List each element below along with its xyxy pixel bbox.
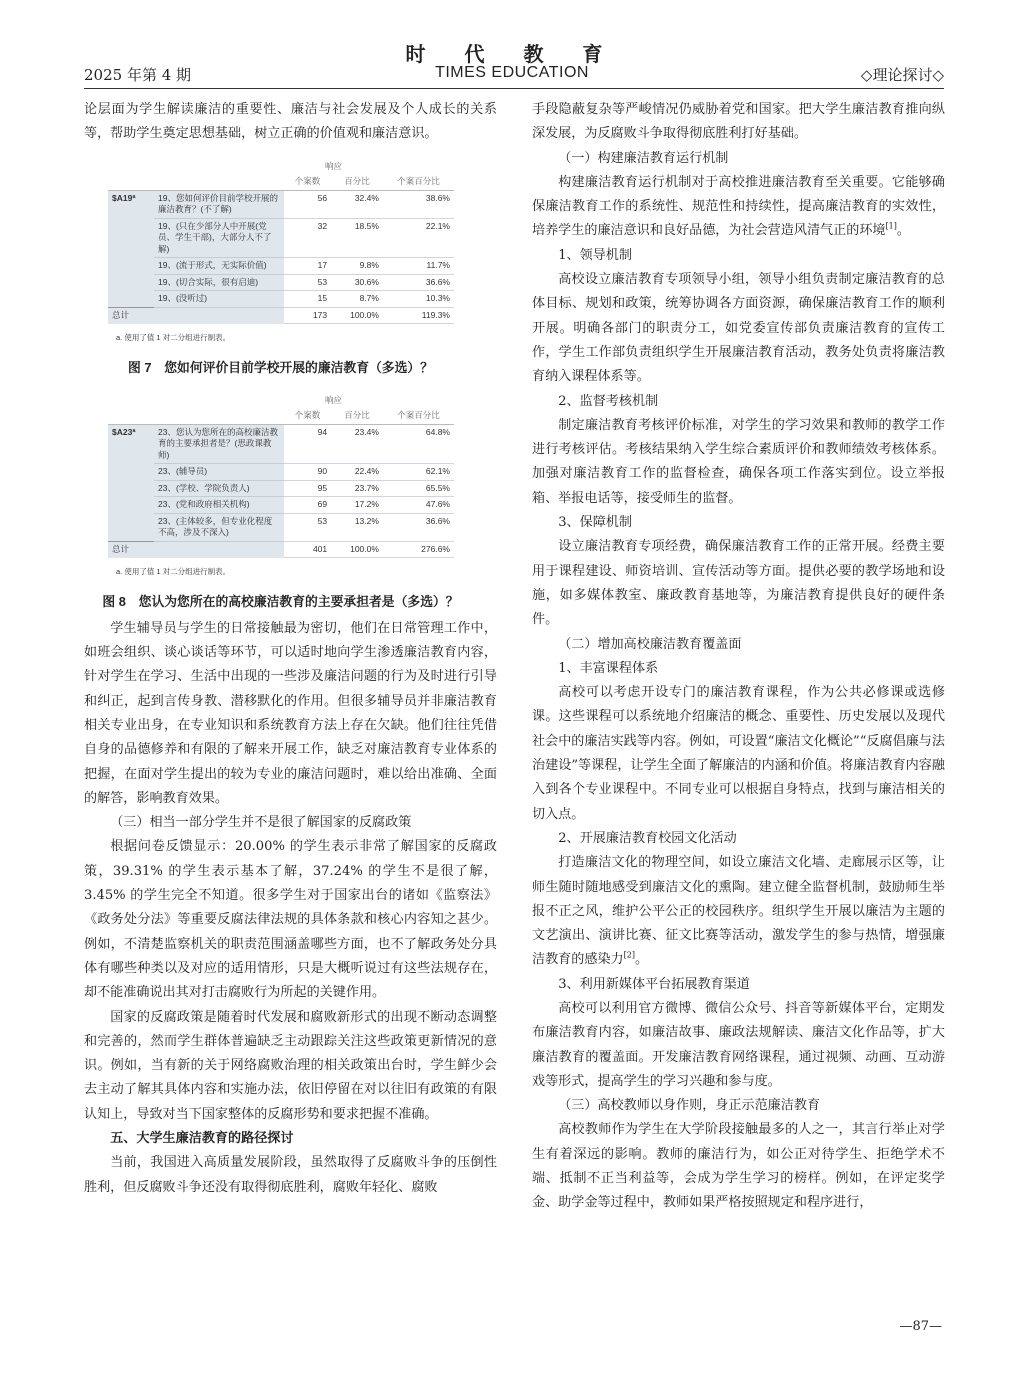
col-header: 个案百分比 [383,174,454,190]
cell-case-percent: 47.6% [383,497,454,514]
cell-percent: 9.8% [331,258,383,275]
paragraph: 高校教师作为学生在大学阶段接触最多的人之一，其言行举止对学生有着深远的影响。教师的廉洁行为，如公正对待学生、拒绝学术不端、抵制不正当利益等，会成为学生学习的榜样。例如，在评定奖学金、助学金等过程中，教师如果严格按照规定和程序进行， [532,1122,945,1211]
cell-percent: 18.5% [331,218,383,258]
paragraph: 高校可以考虑开设专门的廉洁教育课程，作为公共必修课或选修课。这些课程可以系统地介绍廉洁的概念、重要性、历史发展以及现代社会中的廉洁实践等内容。例如，可设置“廉洁文化概论”“反腐倡廉与法治建设”等课程，让学生全面了解廉洁的内涵和价值。将廉洁教育内容融入到各个专业课程中。不同专业可以根据自身特点，找到与廉洁相关的切入点。 [532,685,945,822]
total-case-percent: 276.6% [383,541,454,558]
table-row [108,190,454,218]
table-row [108,497,454,514]
paragraph: 高校可以利用官方微博、微信公众号、抖音等新媒体平台，定期发布廉洁教育内容，如廉洁故事、廉政法规解读、廉洁文化作品等，扩大廉洁教育的覆盖面。开发廉洁教育网络课程，通过视频、动画、互动游戏等形式，提高学生的学习兴趣和参与度。 [532,1000,945,1089]
paragraph [532,171,945,244]
paragraph: 论层面为学生解读廉洁的重要性、廉洁与社会发展及个人成长的关系等，帮助学生奠定思想基础，树立正确的价值观和廉洁意识。 [84,102,497,142]
table-row [108,480,454,497]
total-label: 总计 [108,541,284,558]
cell-count: 56 [284,190,331,218]
cell-case-percent: 36.6% [383,513,454,541]
row-label: 19、您如何评价目前学校开展的廉洁教育？(不了解) [154,190,284,218]
total-row [108,541,454,558]
cell-case-percent: 62.1% [383,464,454,481]
cell-case-percent: 65.5% [383,480,454,497]
total-percent: 100.0% [331,307,383,324]
journal-title-cn: 时 代 教 育 [405,42,619,66]
cell-case-percent: 10.3% [383,291,454,308]
paragraph: 设立廉洁教育专项经费，确保廉洁教育工作的正常开展。经费主要用于课程建设、师资培训、宣传活动等方面。提供必要的教学场地和设施，如多媒体教室、廉政教育基地等，为廉洁教育提供良好的硬件条件。 [532,539,945,628]
paragraph: 国家的反腐政策是随着时代发展和腐败新形式的出现不断动态调整和完善的，然而学生群体普遍缺乏主动跟踪关注这些政策更新情况的意识。例如，当有新的关于网络腐败治理的相关政策出台时，学生鲜少会去主动了解其具体内容和实施办法，依旧停留在对以往旧有政策的有限认知上，导致对当下国家整体的反腐形势和要求把握不准确。 [84,1009,497,1122]
citation-ref: [1] [885,222,897,232]
subsection-heading: （一）构建廉洁教育运行机制 [558,150,729,166]
figure-7-table [108,159,454,351]
table-row [108,464,454,481]
col-header: 个案数 [284,174,331,190]
total-label: 总计 [108,307,284,324]
subheading: 3、保障机制 [558,515,632,531]
cell-count: 32 [284,218,331,258]
paragraph-text: 构建廉洁教育运行机制对于高校推进廉洁教育至关重要。它能够确保廉洁教育工作的系统性、规范性和持续性，提高廉洁教育的实效性，培养学生的廉洁意识和良好品德，为社会营造风清气正的环境 [532,174,945,239]
citation-ref: [2] [623,951,635,961]
figure-8-caption: 图 8 您认为您所在的高校廉洁教育的主要承担者是（多选）？ [102,594,459,610]
cell-percent: 8.7% [331,291,383,308]
table-row [108,291,454,308]
cell-count: 69 [284,497,331,514]
cell-count: 15 [284,291,331,308]
paragraph: 根据问卷反馈显示：20.00% 的学生表示非常了解国家的反腐政策，39.31% 的学生表示基本了解，37.24% 的学生不是很了解，3.45% 的学生完全不知道。很多学生对于国家出台的诸如《监察法》《政务处分法》等重要反腐法律法规的具体条款和核心内容知之甚少。例如，不清楚监察机关的职责范围涵盖哪些方面，也不了解政务处分具体有哪些种类以及对应的适用情形，只是大概听说过有这些法规存在，却不能准确说出其对打击腐败行为所起的关键作用。 [84,839,497,1001]
header-group: 响应 [324,160,342,171]
col-header: 百分比 [331,408,383,424]
cell-case-percent: 36.6% [383,274,454,291]
header-group: 响应 [324,394,342,405]
col-header: 百分比 [331,174,383,190]
row-label: 19、(没听过) [154,291,284,308]
cell-case-percent: 22.1% [383,218,454,258]
variable-name: $A19ª [108,190,154,307]
row-label: 23、(党和政府相关机构) [154,497,284,514]
cell-percent: 23.7% [331,480,383,497]
section-heading: 五、大学生廉洁教育的路径探讨 [110,1131,294,1147]
page-number: —87— [899,1319,942,1334]
row-label: 23、(主体较多，但专业化程度不高，涉及不深入) [154,513,284,541]
row-label: 23、您认为您所在的高校廉洁教育的主要承担者是？(思政课教师) [154,424,284,464]
row-label: 19、(流于形式，无实际价值) [154,258,284,275]
paragraph: 手段隐蔽复杂等严峻情况仍威胁着党和国家。把大学生廉洁教育推向纵深发展，为反腐败斗争取得彻底胜利打好基础。 [532,102,945,142]
subheading: 1、丰富课程体系 [558,660,659,676]
cell-count: 53 [284,274,331,291]
header-rule [84,88,944,89]
table-row [108,258,454,275]
stats-table [108,159,454,325]
table-footnote: a. 使用了值 1 对二分组进行制表。 [116,333,231,343]
cell-percent: 13.2% [331,513,383,541]
col-header: 个案数 [284,408,331,424]
subheading: 2、监督考核机制 [558,393,659,409]
row-label: 19、(只在少部分人中开展(党员、学生干部)，大部分人不了解) [154,218,284,258]
paragraph: 制定廉洁教育考核评价标准，对学生的学习效果和教师的教学工作进行考核评估。考核结果纳入学生综合素质评价和教师绩效考核体系。加强对廉洁教育工作的监督检查，确保各项工作落实到位。设立举报箱、举报电话等，接受师生的监督。 [532,417,945,506]
cell-percent: 22.4% [331,464,383,481]
cell-case-percent: 38.6% [383,190,454,218]
variable-name: $A23ª [108,424,154,541]
cell-percent: 32.4% [331,190,383,218]
row-label: 23、(学校、学院负责人) [154,480,284,497]
cell-percent: 23.4% [331,424,383,464]
cell-count: 17 [284,258,331,275]
figure-8-table [108,393,454,585]
table-row [108,218,454,258]
cell-count: 90 [284,464,331,481]
total-count: 173 [284,307,331,324]
row-label: 23、(辅导员) [154,464,284,481]
right-column [532,98,945,1216]
subsection-heading: （二）增加高校廉洁教育覆盖面 [558,636,742,652]
cell-percent: 30.6% [331,274,383,291]
paragraph-text: 。 [635,952,649,968]
col-header: 个案百分比 [383,408,454,424]
subheading: 3、利用新媒体平台拓展教育渠道 [558,976,750,992]
total-case-percent: 119.3% [383,307,454,324]
subsection-heading: （三）高校教师以身作则，身正示范廉洁教育 [558,1098,821,1114]
paragraph-text: 。 [896,223,910,239]
header-issue: 2025 年第 4 期 [84,66,192,84]
cell-percent: 17.2% [331,497,383,514]
cell-count: 53 [284,513,331,541]
total-row [108,307,454,324]
cell-count: 95 [284,480,331,497]
total-count: 401 [284,541,331,558]
table-footnote: a. 使用了值 1 对二分组进行制表。 [116,567,231,577]
subsection-heading: （三）相当一部分学生并不是很了解国家的反腐政策 [110,815,412,831]
stats-table [108,393,454,559]
total-percent: 100.0% [331,541,383,558]
paragraph [532,851,945,972]
table-row [108,424,454,464]
subheading: 1、领导机制 [558,247,632,263]
cell-case-percent: 11.7% [383,258,454,275]
paragraph: 当前，我国进入高质量发展阶段，虽然取得了反腐败斗争的压倒性胜利，但反腐败斗争还没有取得彻底胜利，腐败年轻化、腐败 [84,1155,497,1195]
paragraph: 学生辅导员与学生的日常接触最为密切，他们在日常管理工作中，如班会组织、谈心谈话等环节，可以适时地向学生渗透廉洁教育内容，针对学生在学习、生活中出现的一些涉及廉洁问题的行为及时进行引导和纠正，起到言传身教、潜移默化的作用。但很多辅导员并非廉洁教育相关专业出身，在专业知识和系统教育方法上存在欠缺。他们往往凭借自身的品德修养和有限的了解来开展工作，缺乏对廉洁教育专业体系的把握，在面对学生提出的较为专业的廉洁问题时，难以给出准确、全面的解答，影响教育效果。 [84,620,497,806]
table-row [108,513,454,541]
figure-7-caption: 图 7 您如何评价目前学校开展的廉洁教育（多选）？ [127,360,433,376]
paragraph: 高校设立廉洁教育专项领导小组，领导小组负责制定廉洁教育的总体目标、规划和政策，统筹协调各方面资源，确保廉洁教育工作的顺利开展。明确各部门的职责分工，如党委宣传部负责廉洁教育的宣传工作，学生工作部负责组织学生开展廉洁教育活动，教务处负责将廉洁教育纳入课程体系等。 [532,272,945,385]
table-row [108,274,454,291]
cell-case-percent: 64.8% [383,424,454,464]
section-label: ◇理论探讨◇ [860,66,944,84]
row-label: 19、(切合实际，很有启迪) [154,274,284,291]
subheading: 2、开展廉洁教育校园文化活动 [558,830,737,846]
journal-title-en: TIMES EDUCATION [435,64,589,81]
paragraph-text: 打造廉洁文化的物理空间，如设立廉洁文化墙、走廊展示区等，让师生随时随地感受到廉洁文化的熏陶。建立健全监督机制，鼓励师生举报不正之风，维护公平公正的校园秩序。组织学生开展以廉洁为主题的文艺演出、演讲比赛、征文比赛等活动，激发学生的参与热情，增强廉洁教育的感染力 [532,855,945,968]
left-column [84,98,497,1200]
cell-count: 94 [284,424,331,464]
